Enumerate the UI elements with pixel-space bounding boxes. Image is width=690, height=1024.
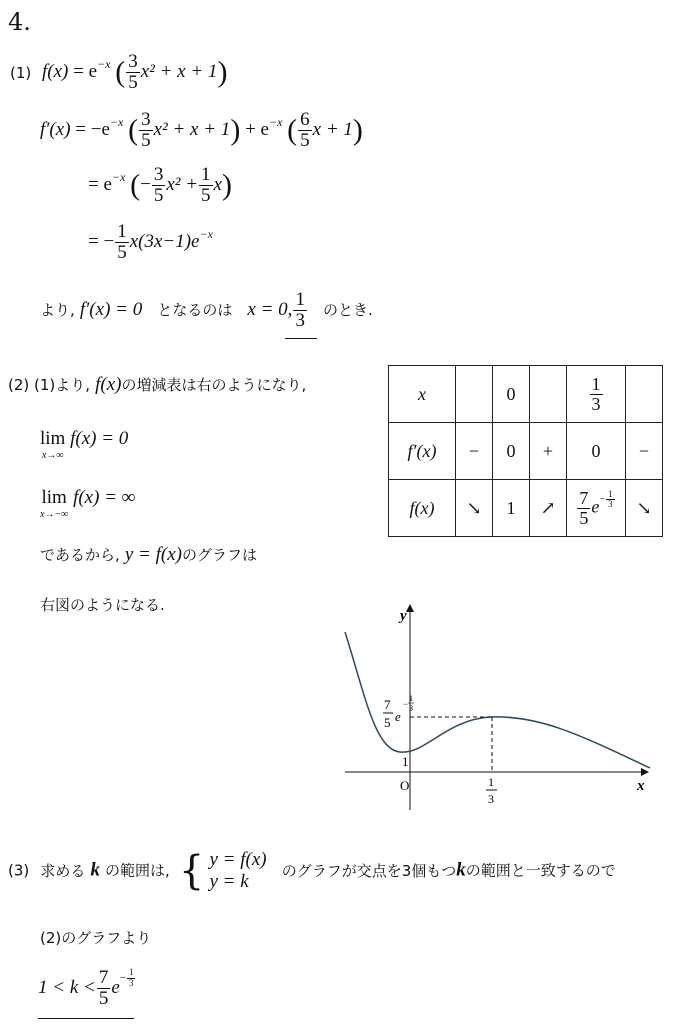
part1-line2: $f'(x) = -e^{-x}$ ( $\frac{3}{5}$ $x^2 + x + 1) + e^{-x}$ ( $\frac{6}{5}$ x + 1) <box>40 109 363 151</box>
svg-text:3: 3 <box>409 704 413 713</box>
table-row-derivative: f′(x) − 0 + 0 − <box>389 423 663 480</box>
svg-text:−: − <box>403 699 409 709</box>
table-row-function: f(x) ↘ 1 ↗ $\frac{7}{5}$ $e^{- \frac{1}{3}}$ ↘ <box>389 480 663 537</box>
tick-y-one: 1 <box>402 754 409 769</box>
problem-number: 4. <box>8 8 31 36</box>
curve <box>345 632 650 768</box>
part2-intro: (2) (1)より, f(x)の増減表は右のようになり, <box>8 374 307 395</box>
tick-x-den: 3 <box>488 792 494 806</box>
final-answer-underline <box>38 1018 134 1019</box>
tick-x-num: 1 <box>488 775 494 789</box>
part1-answer: x = 0, $\frac{1}{3}$ <box>247 289 305 331</box>
part1-line1: $f(x) = e^{-x}$ ( $\frac{3}{5}$ x² + x + 1) <box>42 51 228 93</box>
part3-from-graph: (2)のグラフより <box>40 929 152 947</box>
tick-max-e: e <box>395 709 401 724</box>
part3-statement: (3) 求める k の範囲は, { y = f(x) y = k のグラフが交点を3個もつkの範囲と一致するので <box>8 848 616 894</box>
x-label: x <box>637 778 645 794</box>
part1-line3: = $e^{-x}$ (− $\frac{3}{5}$ x² + $\frac{1}{5}$ x) <box>88 164 232 206</box>
variation-table <box>388 365 663 537</box>
origin-label: O <box>400 778 410 793</box>
tick-max-num: 7 <box>384 697 391 712</box>
function-graph <box>340 600 660 820</box>
table-row-x: x 0 $\frac{1}{3}$ <box>389 366 663 423</box>
limit-minus-infinity: lim x→−∞ f(x) = ∞ <box>40 487 136 520</box>
part1-label: (1) <box>10 64 32 82</box>
part3-answer: 1 < k < $\frac{7}{5}$ $e^{- \frac{1}{3}}$ <box>38 967 134 1009</box>
svg-text:1: 1 <box>409 694 413 703</box>
answer-underline <box>285 338 317 339</box>
part1-conclusion: より, f′(x) = 0 となるのは x = 0, $\frac{1}{3}$ のとき. <box>40 289 373 331</box>
limit-plus-infinity: lim x→∞ f(x) = 0 <box>40 428 129 461</box>
part1-line4: = − $\frac{1}{5}$ $x(3x-1)e^{-x}$ <box>88 221 213 263</box>
part2-graph-text: であるから, y = f(x)のグラフは <box>40 544 258 565</box>
tick-max-den: 5 <box>384 715 391 730</box>
part2-figure-text: 右図のようになる. <box>40 596 165 614</box>
y-label: y <box>400 608 407 624</box>
